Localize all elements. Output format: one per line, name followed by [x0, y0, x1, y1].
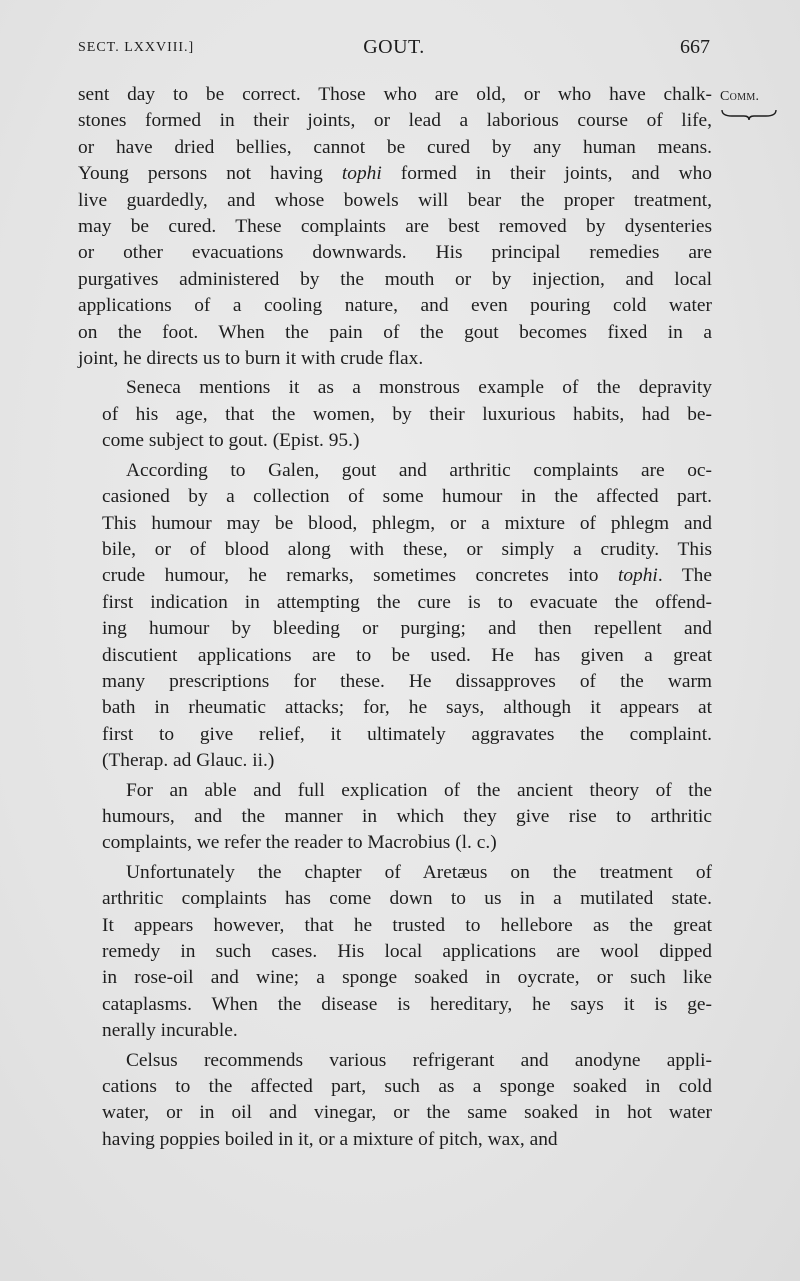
- text-line: (Therap. ad Glauc. ii.): [102, 750, 275, 772]
- text-line: many prescriptions for these. He dissapproves of the warm: [102, 670, 712, 692]
- text-line: remedy in such cases. His local applications are wool dipped: [102, 941, 712, 962]
- text-line: having poppies boiled in it, or a mixture of pitch, wax, and: [102, 1128, 558, 1150]
- margin-note-label: Comm.: [720, 89, 760, 104]
- text-line: nerally incurable.: [102, 1020, 238, 1042]
- text-line: Seneca mentions it as a monstrous example of the depravity: [126, 377, 712, 399]
- text-line: humours, and the manner in which they give rise to arthritic: [102, 805, 712, 827]
- text-line: joint, he directs us to burn it with crude flax.: [78, 348, 424, 370]
- text-line: cations to the affected part, such as a sponge soaked in cold: [102, 1076, 712, 1098]
- text-line: bile, or of blood along with these, or simply a crudity. This: [102, 538, 712, 560]
- text-line: or other evacuations downwards. His principal remedies are: [78, 242, 712, 264]
- text-line: may be cured. These complaints are best removed by dysenteries: [78, 216, 712, 238]
- text-line: in rose-oil and wine; a sponge soaked in oycrate, or such like: [102, 967, 712, 989]
- text-line: water, or in oil and vinegar, or the same soaked in hot water: [102, 1102, 712, 1124]
- text-line: of his age, that the women, by their luxurious habits, had be-: [102, 403, 712, 425]
- paragraph: [78, 458, 712, 775]
- text-line: discutient applications are to be used. He has given a great: [102, 644, 712, 666]
- text-line: or have dried bellies, cannot be cured by any human means.: [78, 136, 712, 158]
- text-line: complaints, we refer the reader to Macrobius (l. c.): [102, 832, 497, 854]
- text-line: cataplasms. When the disease is hereditary, he says it is ge-: [102, 993, 712, 1015]
- text-line: come subject to gout. (Epist. 95.): [102, 430, 360, 452]
- text-line: bath in rheumatic attacks; for, he says, although it appears at: [102, 697, 712, 719]
- text-line: ing humour by bleeding or purging; and then repellent and: [102, 618, 712, 640]
- text-line: sent day to be correct. Those who are old, or who have chalk-: [78, 84, 712, 105]
- text-line: According to Galen, gout and arthritic complaints are oc-: [126, 459, 712, 481]
- paragraph: [78, 860, 712, 1045]
- text-line: crude humour, he remarks, sometimes concretes into tophi. The: [102, 565, 712, 587]
- text-line: casioned by a collection of some humour in the affected part.: [102, 486, 712, 508]
- text-line: first indication in attempting the cure is to evacuate the offend-: [102, 591, 712, 613]
- body-text: [78, 82, 712, 1156]
- margin-note: [720, 89, 796, 121]
- text-line: Young persons not having tophi formed in their joints, and who: [78, 163, 712, 185]
- paragraph: [78, 375, 712, 454]
- chapter-title: GOUT.: [363, 36, 425, 58]
- text-line: first to give relief, it ultimately aggravates the complaint.: [102, 723, 712, 745]
- brace-icon: [720, 107, 778, 121]
- paragraph: [78, 82, 712, 372]
- text-line: Unfortunately the chapter of Aretæus on the treatment of: [126, 861, 712, 883]
- section-reference: SECT. LXXVIII.]: [78, 40, 195, 55]
- page-number: 667: [680, 36, 710, 58]
- paragraph: [78, 1048, 712, 1154]
- text-line: on the foot. When the pain of the gout becomes fixed in a: [78, 321, 712, 343]
- text-line: stones formed in their joints, or lead a laborious course of life,: [78, 110, 712, 132]
- text-line: live guardedly, and whose bowels will bear the proper treatment,: [78, 189, 712, 211]
- text-line: applications of a cooling nature, and even pouring cold water: [78, 295, 712, 317]
- text-line: purgatives administered by the mouth or by injection, and local: [78, 268, 712, 290]
- text-line: arthritic complaints has come down to us in a mutilated state.: [102, 888, 712, 910]
- text-line: This humour may be blood, phlegm, or a mixture of phlegm and: [102, 512, 712, 534]
- paragraph: [78, 778, 712, 857]
- text-line: Celsus recommends various refrigerant and anodyne appli-: [126, 1049, 712, 1071]
- running-head: [78, 36, 710, 66]
- text-line: For an able and full explication of the ancient theory of the: [126, 779, 712, 801]
- text-line: It appears however, that he trusted to hellebore as the great: [102, 914, 712, 936]
